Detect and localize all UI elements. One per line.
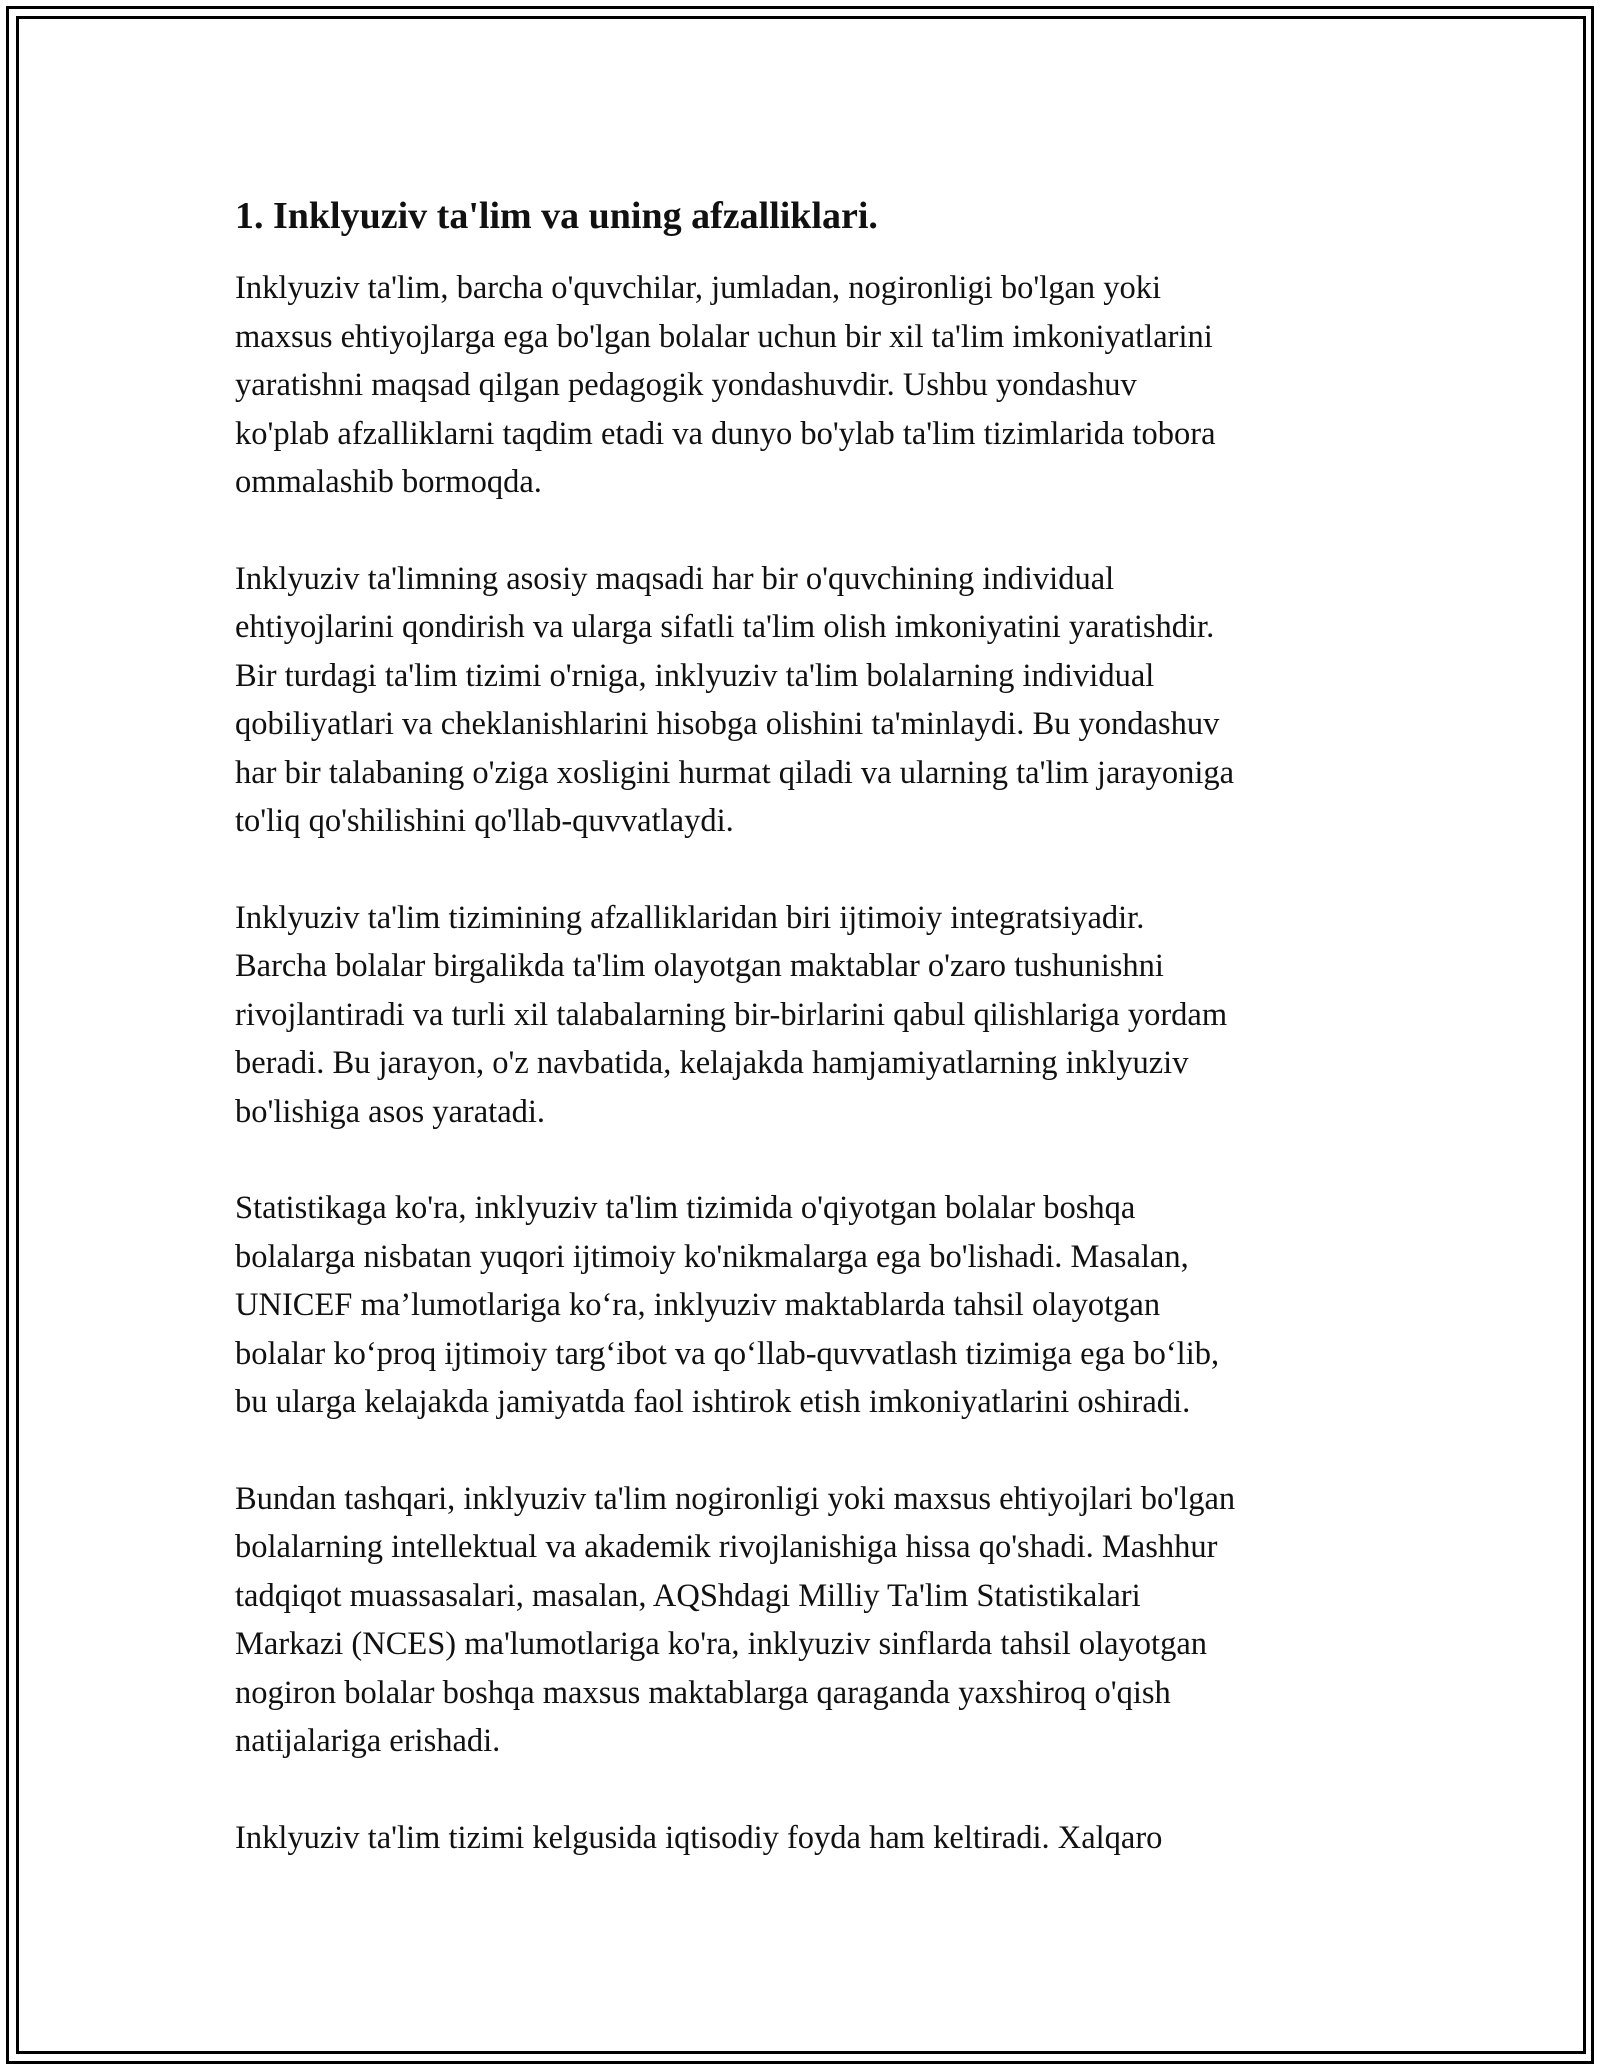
- paragraph-6: [235, 1814, 1375, 1863]
- text-line: Inklyuziv ta'lim tizimi kelgusida iqtisodiy foyda ham keltiradi. Xalqaro: [235, 1819, 1163, 1856]
- text-line: Statistikaga ko'ra, inklyuziv ta'lim tizimida o'qiyotgan bolalar boshqa: [235, 1190, 1136, 1226]
- paragraph-4: [235, 1184, 1375, 1427]
- text-line: Inklyuziv ta'limning asosiy maqsadi har bir o'quvchining individual: [235, 560, 1115, 597]
- text-line: Barcha bolalar birgalikda ta'lim olayotgan maktablar o'zaro tushunishni: [235, 948, 1164, 984]
- paragraph-1: [235, 264, 1375, 507]
- text-line: rivojlantiradi va turli xil talabalarning bir-birlarini qabul qilishlariga yordam: [235, 996, 1228, 1033]
- text-line: bo'lishiga asos yaratadi.: [235, 1093, 546, 1130]
- text-line: nogiron bolalar boshqa maxsus maktablarga qaraganda yaxshiroq o'qish: [235, 1674, 1171, 1711]
- text-line: ommalashib bormoqda.: [235, 464, 542, 500]
- document-body: [235, 188, 1375, 1910]
- text-line: beradi. Bu jarayon, o'z navbatida, kelajakda hamjamiyatlarning inklyuziv: [235, 1045, 1189, 1081]
- section-title: 1. Inklyuziv ta'lim va uning afzalliklari.: [235, 195, 878, 237]
- text-line: bu ularga kelajakda jamiyatda faol ishtirok etish imkoniyatlarini oshiradi.: [235, 1384, 1191, 1420]
- paragraph-3: [235, 894, 1375, 1137]
- text-line: bolalar ko‘proq ijtimoiy targ‘ibot va qo‘llab-quvvatlash tizimiga ega bo‘lib,: [235, 1335, 1220, 1372]
- paragraph-5: [235, 1475, 1375, 1766]
- text-line: yaratishni maqsad qilgan pedagogik yondashuvdir. Ushbu yondashuv: [235, 367, 1137, 403]
- text-line: maxsus ehtiyojlarga ega bo'lgan bolalar uchun bir xil ta'lim imkoniyatlarini: [235, 318, 1213, 355]
- text-line: bolalarga nisbatan yuqori ijtimoiy ko'nikmalarga ega bo'lishadi. Masalan,: [235, 1238, 1189, 1275]
- text-line: natijalariga erishadi.: [235, 1723, 501, 1759]
- text-line: tadqiqot muassasalari, masalan, AQShdagi Milliy Ta'lim Statistikalari: [235, 1577, 1141, 1614]
- text-line: ko'plab afzalliklarni taqdim etadi va dunyo bo'ylab ta'lim tizimlarida tobora: [235, 415, 1216, 452]
- text-line: ehtiyojlarini qondirish va ularga sifatli ta'lim olish imkoniyatini yaratishdir.: [235, 609, 1215, 645]
- paragraph-2: [235, 555, 1375, 846]
- text-line: bolalarning intellektual va akademik rivojlanishiga hissa qo'shadi. Mashhur: [235, 1529, 1218, 1565]
- text-line: Bundan tashqari, inklyuziv ta'lim nogironligi yoki maxsus ehtiyojlari bo'lgan: [235, 1480, 1236, 1517]
- text-line: UNICEF ma’lumotlariga ko‘ra, inklyuziv maktablarda tahsil olayotgan: [235, 1287, 1161, 1323]
- text-line: har bir talabaning o'ziga xosligini hurmat qiladi va ularning ta'lim jarayoniga: [235, 754, 1235, 791]
- text-line: Markazi (NCES) ma'lumotlariga ko'ra, inklyuziv sinflarda tahsil olayotgan: [235, 1626, 1208, 1662]
- text-line: Inklyuziv ta'lim, barcha o'quvchilar, jumladan, nogironligi bo'lgan yoki: [235, 270, 1162, 306]
- text-line: qobiliyatlari va cheklanishlarini hisobga olishini ta'minlaydi. Bu yondashuv: [235, 706, 1220, 742]
- text-line: to'liq qo'shilishini qo'llab-quvvatlaydi.: [235, 803, 734, 839]
- text-line: Inklyuziv ta'lim tizimining afzalliklaridan biri ijtimoiy integratsiyadir.: [235, 899, 1145, 936]
- text-line: Bir turdagi ta'lim tizimi o'rniga, inklyuziv ta'lim bolalarning individual: [235, 657, 1155, 694]
